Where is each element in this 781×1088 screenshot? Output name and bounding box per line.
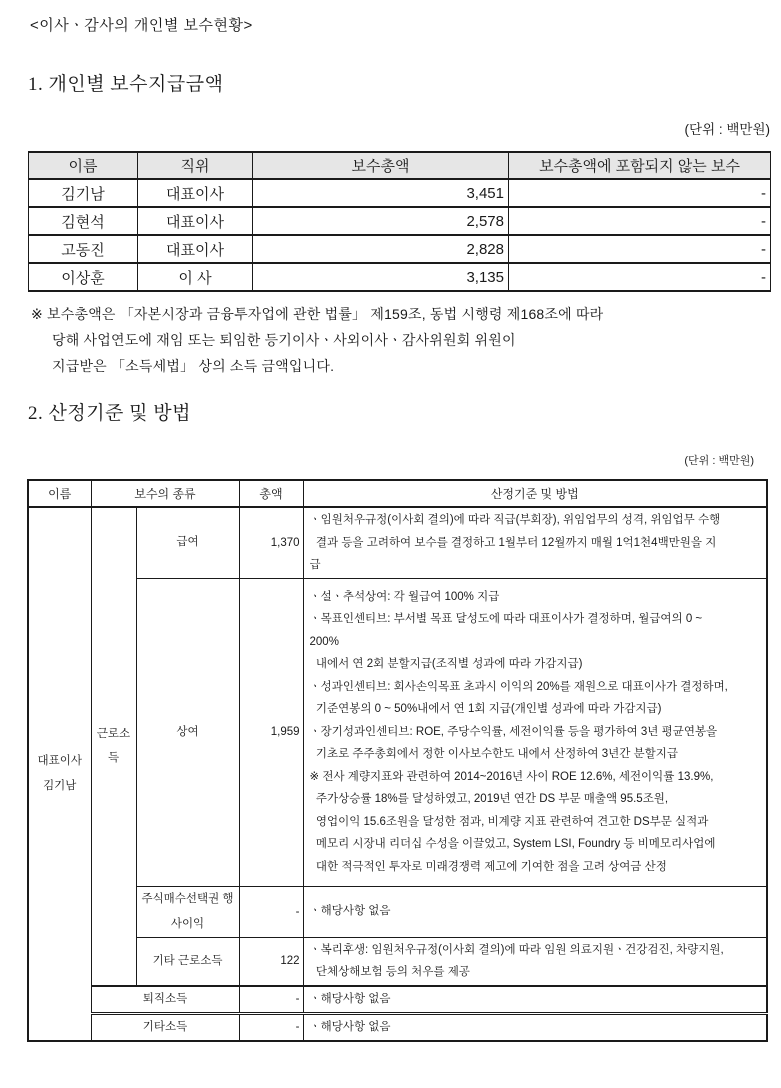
table-row-salary: [28, 507, 767, 578]
person-cell: 대표이사 김기남: [28, 507, 91, 1041]
name-cell: 김현석: [29, 207, 138, 235]
table-row-retirement-income: [28, 986, 767, 1014]
position-cell: 대표이사: [138, 235, 253, 263]
unit-label-2: (단위 : 백만원): [684, 455, 754, 467]
name-cell: 이상훈: [29, 263, 138, 291]
excluded-cell: -: [509, 207, 771, 235]
criteria-cell: [303, 507, 767, 578]
text-line: 단체상해보험 등의 처우를 제공: [309, 966, 470, 978]
total-cell: 2,828: [253, 235, 509, 263]
table2-header-amount: 총액: [239, 480, 303, 507]
position-cell: 대표이사: [138, 179, 253, 207]
amount-cell: 1,370: [239, 507, 303, 578]
type-cell: 퇴직소득: [91, 986, 239, 1014]
table-row: [29, 263, 771, 291]
text-line: ※ 전사 계량지표와 관련하여 2014~2016년 사이 ROE 12.6%, 세전이익률 13.9%,: [309, 770, 714, 783]
table-row-other-income: [28, 1013, 767, 1041]
text-line: ㆍ해당사항 없음: [309, 992, 391, 1005]
excluded-cell: -: [509, 235, 771, 263]
table2-header-type: 보수의 종류: [91, 480, 239, 507]
table1-header-total: 보수총액: [253, 152, 509, 179]
section1-heading: 1. 개인별 보수지급금액: [28, 74, 224, 95]
total-cell: 3,135: [253, 263, 509, 291]
text-line: 당해 사업연도에 재임 또는 퇴임한 등기이사ㆍ사외이사ㆍ감사위원회 위원이: [52, 332, 516, 348]
text-line: ㆍ임원처우규정(이사회 결의)에 따라 직급(부회장), 위임업무의 성격, 위임업무 수행: [309, 514, 721, 526]
total-cell: 2,578: [253, 207, 509, 235]
income-group-cell: 근로소득: [91, 507, 136, 986]
criteria-cell: [303, 578, 767, 886]
doc-title: <이사ㆍ감사의 개인별 보수현황>: [30, 17, 253, 34]
unit-label-1: (단위 : 백만원): [684, 122, 770, 137]
type-cell: 급여: [136, 507, 239, 578]
text-line: 기준연봉의 0 ~ 50%내에서 연 1회 지급(개인별 성과에 따라 가감지급): [309, 703, 662, 716]
calculation-criteria-table: [27, 479, 768, 1042]
text-line: ㆍ해당사항 없음: [309, 1020, 391, 1033]
text-line: 결과 등을 고려하여 보수를 결정하고 1월부터 12월까지 매월 1억1천4백만원을 지: [309, 536, 717, 549]
table1-header-row: [29, 152, 771, 179]
text-line: ㆍ장기성과인센티브: ROE, 주당수익률, 세전이익률 등을 평가하여 3년 평균연봉을: [309, 725, 718, 738]
table2-header-row: [28, 480, 767, 507]
total-cell: 3,451: [253, 179, 509, 207]
position-cell: 대표이사: [138, 207, 253, 235]
text-line: ㆍ복리후생: 임원처우규정(이사회 결의)에 따라 임원 의료지원ㆍ건강검진, 차량지원,: [309, 943, 724, 956]
table-row: [29, 179, 771, 207]
text-line: 200%: [309, 635, 339, 648]
amount-cell: 1,959: [239, 578, 303, 886]
criteria-cell: [303, 1013, 767, 1041]
table-row-other-earned-income: [28, 937, 767, 986]
type-cell: 기타 근로소득: [136, 937, 239, 986]
type-cell: 기타소득: [91, 1013, 239, 1041]
table-row: [29, 207, 771, 235]
table-row-bonus: [28, 578, 767, 886]
compensation-amount-table: [28, 151, 771, 292]
criteria-cell: [303, 886, 767, 937]
criteria-cell: [303, 986, 767, 1014]
table1-header-name: 이름: [29, 152, 138, 179]
text-line: 영업이익 15.6조원을 달성한 점과, 비계량 지표 관련하여 견고한 DS부문 실적과: [309, 815, 709, 828]
text-line: 메모리 시장내 리더십 수성을 이끌었고, System LSI, Foundry 등 비메모리사업에: [309, 838, 716, 851]
text-line: 지급받은 「소득세법」 상의 소득 금액입니다.: [52, 358, 335, 374]
type-cell: 주식매수선택권 행사이익: [136, 886, 239, 937]
table1-header-excluded: 보수총액에 포함되지 않는 보수: [509, 152, 771, 179]
table1-header-position: 직위: [138, 152, 253, 179]
type-cell: 상여: [136, 578, 239, 886]
text-line: 주가상승률 18%를 달성하였고, 2019년 연간 DS 부문 매출액 95.5조원,: [309, 793, 669, 806]
text-line: 대한 적극적인 투자로 미래경쟁력 제고에 기여한 점을 고려 상여금 산정: [309, 860, 667, 873]
text-line: 기초로 주주총회에서 정한 이사보수한도 내에서 산정하여 3년간 분할지급: [309, 748, 678, 761]
text-line: 내에서 연 2회 분할지급(조직별 성과에 따라 가감지급): [309, 658, 583, 671]
name-cell: 고동진: [29, 235, 138, 263]
text-line: ㆍ성과인센티브: 회사손익목표 초과시 이익의 20%를 재원으로 대표이사가 결정하며,: [309, 680, 728, 693]
text-line: ㆍ설ㆍ추석상여: 각 월급여 100% 지급: [309, 590, 500, 603]
amount-cell: -: [239, 1013, 303, 1041]
text-line: ㆍ해당사항 없음: [309, 905, 391, 918]
position-cell: 이 사: [138, 263, 253, 291]
criteria-cell: [303, 937, 767, 986]
table2-header-criteria: 산정기준 및 방법: [303, 480, 767, 507]
amount-cell: -: [239, 986, 303, 1014]
table-row-stock-option: [28, 886, 767, 937]
text-line: 급: [309, 559, 321, 571]
table2-header-name: 이름: [28, 480, 91, 507]
text-line: ㆍ목표인센티브: 부서별 목표 달성도에 따라 대표이사가 결정하며, 월급여의 0 ~: [309, 613, 703, 626]
section2-heading: 2. 산정기준 및 방법: [28, 403, 191, 424]
table-row: [29, 235, 771, 263]
amount-cell: -: [239, 886, 303, 937]
text-line: ※ 보수총액은 「자본시장과 금융투자업에 관한 법률」 제159조, 동법 시행령 제168조에 따라: [31, 306, 604, 322]
footnote: [31, 301, 603, 379]
excluded-cell: -: [509, 263, 771, 291]
amount-cell: 122: [239, 937, 303, 986]
name-cell: 김기남: [29, 179, 138, 207]
excluded-cell: -: [509, 179, 771, 207]
